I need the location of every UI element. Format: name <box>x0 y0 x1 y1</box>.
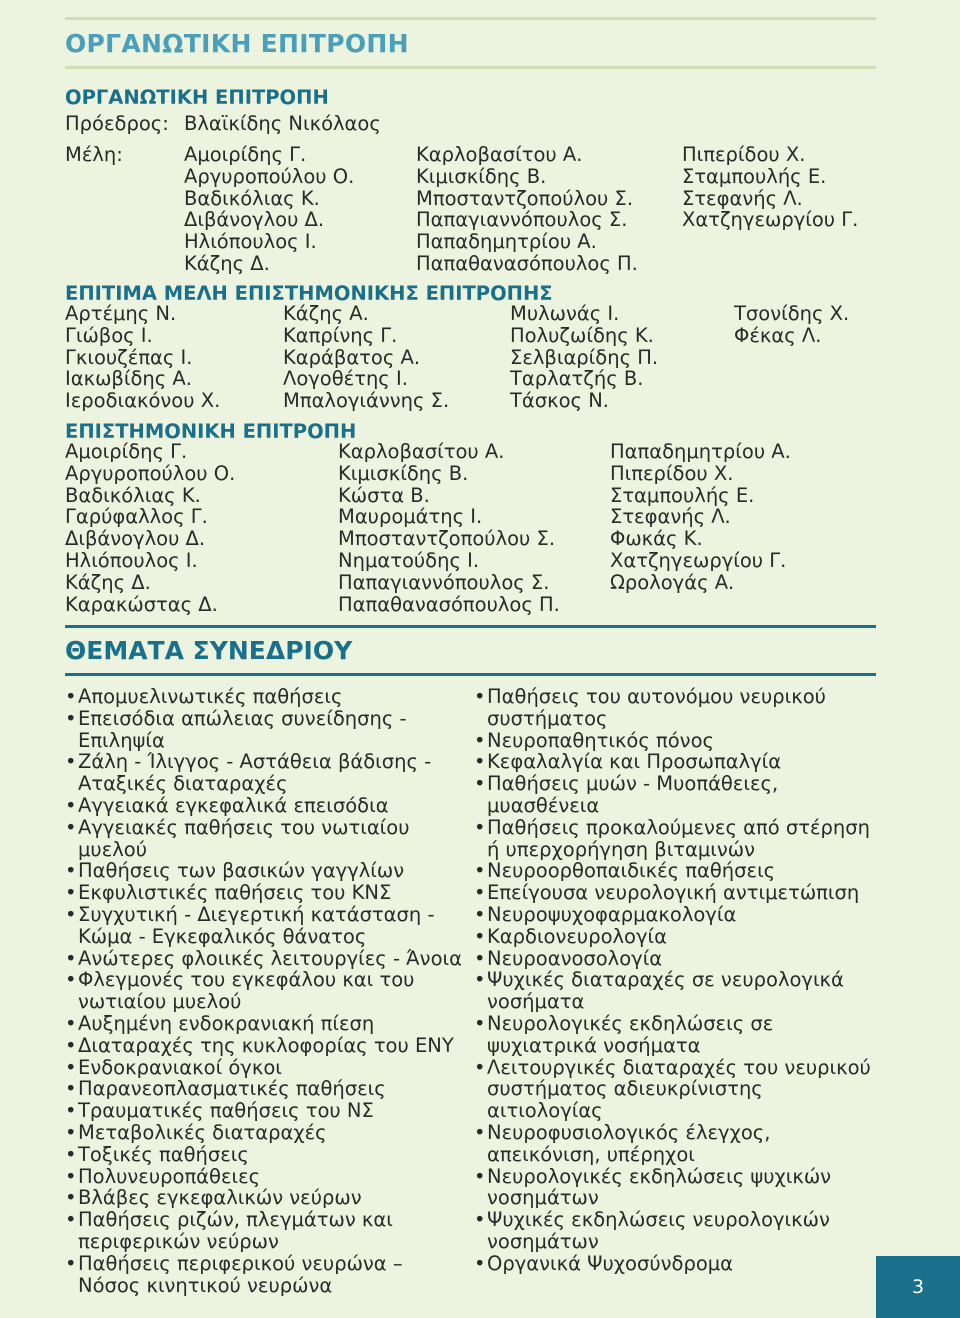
topic-item: • Νευροψυχοφαρμακολογία <box>474 904 884 926</box>
topic-item: • Οργανικά Ψυχοσύνδρομα <box>474 1253 884 1275</box>
member-name: Διβάνογλου Δ. <box>65 527 206 551</box>
member-name: Μυλωνάς Ι. <box>510 302 620 325</box>
topic-item: • Κεφαλαλγία και Προσωπαλγία <box>474 751 884 773</box>
themes-bottom-rule <box>65 673 876 676</box>
organizing-members-col2 <box>416 144 638 275</box>
topic-item: • Παθήσεις ριζών, πλεγμάτων και περιφερικών νεύρων <box>65 1209 470 1253</box>
topic-item: • Αγγειακές παθήσεις του νωτιαίου μυελού <box>65 817 470 861</box>
honorary-members-col3 <box>510 303 658 412</box>
themes-top-rule <box>65 625 876 628</box>
member-name: Κάζης Δ. <box>65 570 151 594</box>
topic-item: • Επεισόδια απώλειας συνείδησης - Επιληψία <box>65 708 470 752</box>
member-name: Γκιουζέπας Ι. <box>65 345 193 369</box>
topic-item: • Νευροορθοπαιδικές παθήσεις <box>474 860 884 882</box>
topic-item: • Εκφυλιστικές παθήσεις του ΚΝΣ <box>65 882 470 904</box>
member-name: Γαρύφαλλος Γ. <box>65 505 208 529</box>
member-name: Παπαδημητρίου Α. <box>416 230 597 254</box>
topic-item: • Καρδιονευρολογία <box>474 926 884 948</box>
topic-item: • Παθήσεις μυών - Μυοπάθειες, μυασθένεια <box>474 773 884 817</box>
member-name: Καράβατος Α. <box>283 345 421 369</box>
member-name: Παπαγιαννόπουλος Σ. <box>338 570 550 594</box>
topic-item: • Παρανεοπλασματικές παθήσεις <box>65 1078 470 1100</box>
top-rule <box>65 17 876 20</box>
member-name: Τάσκος Ν. <box>510 389 609 413</box>
member-name: Σελβιαρίδης Π. <box>510 345 659 369</box>
member-name: Τσονίδης Χ. <box>734 302 850 325</box>
topic-item: • Νευρολογικές εκδηλώσεις σε ψυχιατρικά νοσήματα <box>474 1013 884 1057</box>
member-name: Ιεροδιακόνου Χ. <box>65 389 221 413</box>
member-name: Χατζηγεωργίου Γ. <box>610 548 787 572</box>
topic-item: • Νευρολογικές εκδηλώσεις ψυχικών νοσημάτων <box>474 1166 884 1210</box>
member-name: Αμοιρίδης Γ. <box>65 440 188 463</box>
member-name: Στεφανής Λ. <box>610 505 731 529</box>
page-number: 3 <box>876 1256 960 1318</box>
members-label: Μέλη: <box>65 143 123 166</box>
topic-item: • Ζάλη - Ίλιγγος - Αστάθεια βάδισης - Αταξικές διαταραχές <box>65 751 470 795</box>
topic-item: • Μεταβολικές διαταραχές <box>65 1122 470 1144</box>
member-name: Διβάνογλου Δ. <box>184 208 325 232</box>
member-name: Φέκας Λ. <box>734 323 822 347</box>
member-name: Κάζης Δ. <box>184 251 270 275</box>
topic-item: • Ανώτερες φλοιικές λειτουργίες - Άνοια <box>65 948 470 970</box>
member-name: Αμοιρίδης Γ. <box>184 143 307 166</box>
member-name: Ηλιόπουλος Ι. <box>184 230 317 254</box>
topic-item: • Τραυματικές παθήσεις του ΝΣ <box>65 1100 470 1122</box>
member-name: Αργυροπούλου Ο. <box>65 461 236 485</box>
member-name: Χατζηγεωργίου Γ. <box>682 208 859 232</box>
member-name: Λογοθέτης Ι. <box>283 367 408 391</box>
topic-item: • Πολυνευροπάθειες <box>65 1166 470 1188</box>
scientific-members-col2 <box>338 441 560 615</box>
member-name: Κώστα Β. <box>338 483 430 507</box>
member-name: Γιώβος Ι. <box>65 323 153 347</box>
member-name: Ταρλατζής Β. <box>510 367 644 391</box>
topic-item: • Ψυχικές διαταραχές σε νευρολογικά νοσήματα <box>474 969 884 1013</box>
member-name: Πολυζωίδης Κ. <box>510 323 654 347</box>
organizing-members-col3 <box>682 144 858 231</box>
member-name: Βαδικόλιας Κ. <box>184 186 320 210</box>
honorary-members-col1 <box>65 303 220 412</box>
member-name: Κιμισκίδης Β. <box>416 164 547 188</box>
member-name: Νηματούδης Ι. <box>338 548 480 572</box>
member-name: Κάζης Α. <box>283 302 369 325</box>
topic-item: • Λειτουργικές διαταραχές του νευρικού συστήματος αδιευκρίνιστης αιτιολογίας <box>474 1057 884 1122</box>
scientific-committee-heading: ΕΠΙΣΤΗΜΟΝΙΚΗ ΕΠΙΤΡΟΠΗ <box>65 420 357 443</box>
topic-item: • Παθήσεις των βασικών γαγγλίων <box>65 860 470 882</box>
title-underline <box>65 66 876 69</box>
member-name: Καρακώστας Δ. <box>65 592 218 616</box>
topic-item: • Συγχυτική - Διεγερτική κατάσταση - Κώμα - Εγκεφαλικός θάνατος <box>65 904 470 948</box>
member-name: Στεφανής Λ. <box>682 186 803 210</box>
member-name: Σταμπουλής Ε. <box>610 483 755 507</box>
member-name: Πιπερίδου Χ. <box>610 461 734 485</box>
topic-item: • Νευροπαθητικός πόνος <box>474 730 884 752</box>
member-name: Μποσταντζοπούλου Σ. <box>416 186 634 210</box>
member-name: Παπαδημητρίου Α. <box>610 440 791 463</box>
member-name: Ωρολογάς Α. <box>610 570 735 594</box>
honorary-members-col4 <box>734 303 849 347</box>
scientific-members-col3 <box>610 441 791 594</box>
member-name: Καπρίνης Γ. <box>283 323 398 347</box>
themes-heading: ΘΕΜΑΤΑ ΣΥΝΕΔΡΙΟΥ <box>65 636 353 665</box>
member-name: Φωκάς Κ. <box>610 527 703 551</box>
organizing-committee-heading: ΟΡΓΑΝΩΤΙΚΗ ΕΠΙΤΡΟΠΗ <box>65 86 329 109</box>
member-name: Κιμισκίδης Β. <box>338 461 469 485</box>
topic-item: • Παθήσεις περιφερικού νευρώνα – Νόσος κινητικού νευρώνα <box>65 1253 470 1297</box>
topic-item: • Διαταραχές της κυκλοφορίας του ΕΝΥ <box>65 1035 470 1057</box>
member-name: Παπαγιαννόπουλος Σ. <box>416 208 628 232</box>
member-name: Παπαθανασόπουλος Π. <box>338 592 560 616</box>
topic-item: • Ενδοκρανιακοί όγκοι <box>65 1057 470 1079</box>
topic-item: • Τοξικές παθήσεις <box>65 1144 470 1166</box>
topic-item: • Παθήσεις του αυτονόμου νευρικού συστήματος <box>474 686 884 730</box>
topic-item: • Βλάβες εγκεφαλικών νεύρων <box>65 1187 470 1209</box>
member-name: Μπαλογιάννης Σ. <box>283 389 450 413</box>
president-name: Βλαϊκίδης Νικόλαος <box>184 112 381 135</box>
topic-item: • Παθήσεις προκαλούμενες από στέρηση ή υπερχορήγηση βιταμινών <box>474 817 884 861</box>
honorary-members-heading: ΕΠΙΤΙΜΑ ΜΕΛΗ ΕΠΙΣΤΗΜΟΝΙΚΗΣ ΕΠΙΤΡΟΠΗΣ <box>65 282 553 305</box>
member-name: Βαδικόλιας Κ. <box>65 483 201 507</box>
president-label: Πρόεδρος: <box>65 112 169 135</box>
member-name: Πιπερίδου Χ. <box>682 143 806 166</box>
topic-item: • Ψυχικές εκδηλώσεις νευρολογικών νοσημάτων <box>474 1209 884 1253</box>
topic-item: • Αγγειακά εγκεφαλικά επεισόδια <box>65 795 470 817</box>
topic-item: • Αυξημένη ενδοκρανιακή πίεση <box>65 1013 470 1035</box>
member-name: Σταμπουλής Ε. <box>682 164 827 188</box>
organizing-members-col1 <box>184 144 354 275</box>
member-name: Ιακωβίδης Α. <box>65 367 192 391</box>
topic-item: • Επείγουσα νευρολογική αντιμετώπιση <box>474 882 884 904</box>
member-name: Αργυροπούλου Ο. <box>184 164 355 188</box>
member-name: Αρτέμης Ν. <box>65 302 177 325</box>
topic-item: • Απομυελινωτικές παθήσεις <box>65 686 470 708</box>
member-name: Μποσταντζοπούλου Σ. <box>338 527 556 551</box>
member-name: Παπαθανασόπουλος Π. <box>416 251 638 275</box>
page-title: ΟΡΓΑΝΩΤΙΚΗ ΕΠΙΤΡΟΠΗ <box>65 29 409 58</box>
themes-list-right <box>474 686 884 1275</box>
member-name: Καρλοβασίτου Α. <box>338 440 505 463</box>
topic-item: • Νευροφυσιολογικός έλεγχος, απεικόνιση, υπέρηχοι <box>474 1122 884 1166</box>
topic-item: • Φλεγμονές του εγκεφάλου και του νωτιαίου μυελού <box>65 969 470 1013</box>
member-name: Μαυρομάτης Ι. <box>338 505 483 529</box>
member-name: Ηλιόπουλος Ι. <box>65 548 198 572</box>
honorary-members-col2 <box>283 303 449 412</box>
scientific-members-col1 <box>65 441 235 615</box>
topic-item: • Νευροανοσολογία <box>474 948 884 970</box>
themes-list-left <box>65 686 470 1296</box>
member-name: Καρλοβασίτου Α. <box>416 143 583 166</box>
